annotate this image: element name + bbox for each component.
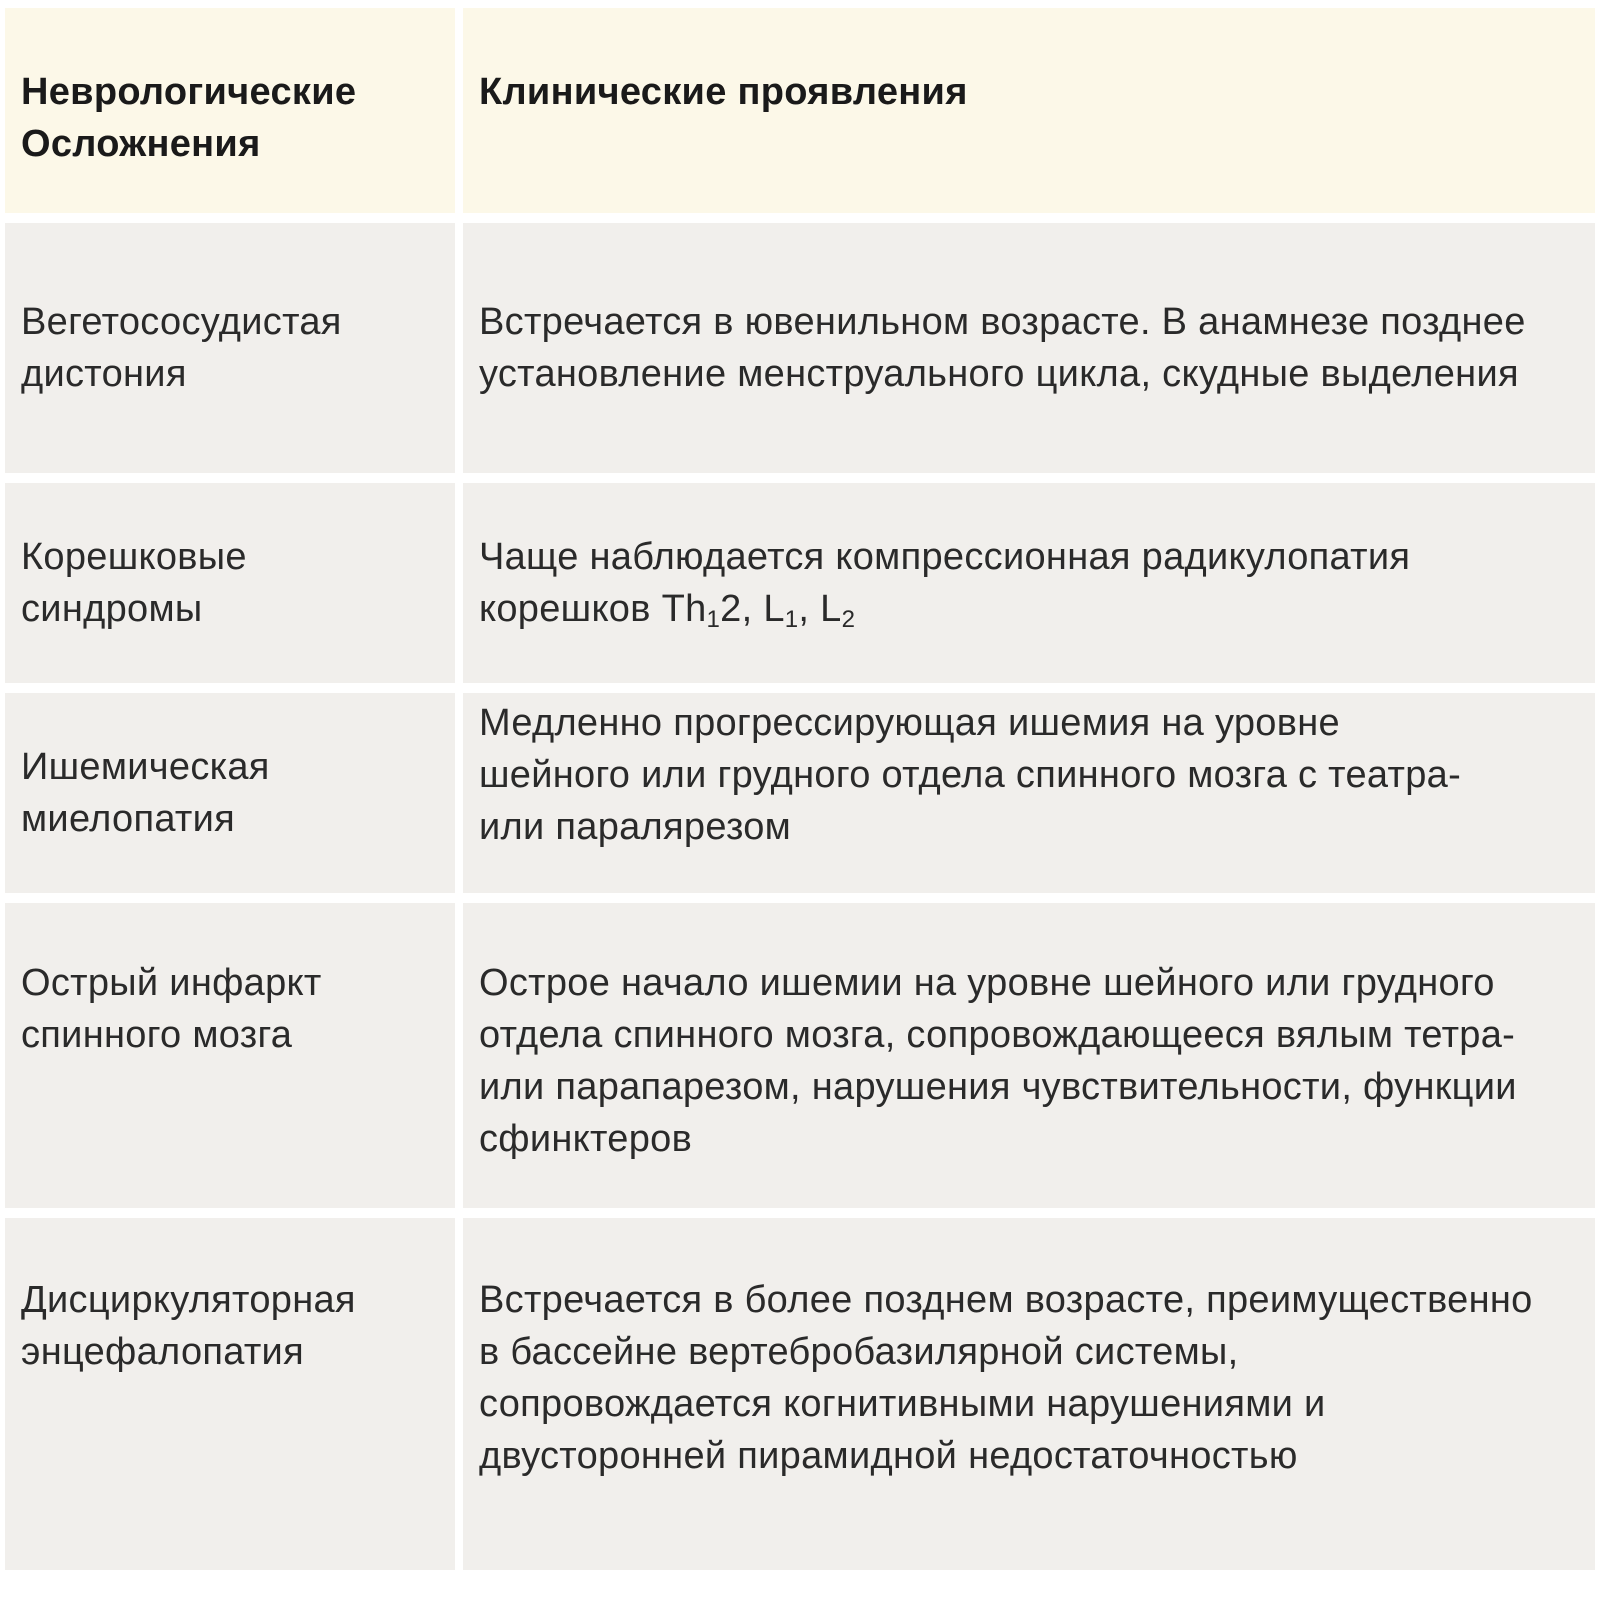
header-cell-manifestations (463, 8, 1595, 213)
row-2-subscript-3: 2 (841, 606, 856, 633)
header-cell-complications (5, 8, 455, 213)
row-5-manifestation: Встречается в более позднем возрасте, преимущественно в бассейне вертебробазилярной системы, сопровождается когнитивными нарушениями и двусторонней пирамидной недостаточностью (479, 1279, 1533, 1477)
row-4-complication: Острый инфаркт спинного мозга (21, 962, 322, 1056)
row-3-complication-cell (5, 693, 455, 893)
row-3-manifestation-cell (463, 693, 1595, 893)
row-2-subscript-2: 1 (784, 606, 799, 633)
row-1-manifestation: Встречается в ювенильном возрасте. В анамнезе позднее установление менструального цикла, скудные выделения (479, 301, 1526, 395)
row-2-complication: Корешковые синдромы (21, 536, 247, 630)
row-1-complication: Вегетососудистая дистония (21, 301, 342, 395)
header-complications-label: Неврологические Осложнения (21, 71, 357, 165)
row-4-manifestation-cell (463, 903, 1595, 1208)
row-2-manifestation-mid-2: , L (798, 588, 842, 630)
row-4-complication-cell (5, 903, 455, 1208)
row-2-manifestation-text: Чаще наблюдается компрессионная радикулопатия корешков Th (479, 536, 1411, 630)
row-3-manifestation: Медленно прогрессирующая ишемия на уровне шейного или грудного отдела спинного мозга с театра- или паралярезом (479, 702, 1462, 848)
row-4-manifestation: Острое начало ишемии на уровне шейного или грудного отдела спинного мозга, сопровождающееся вялым тетра- или парапарезом, нарушения чувствительности, функции сфинктеров (479, 962, 1517, 1160)
row-2-manifestation-cell (463, 483, 1595, 683)
row-2-complication-cell (5, 483, 455, 683)
row-3-complication: Ишемическая миелопатия (21, 746, 270, 840)
header-manifestations-label: Клинические проявления (479, 71, 968, 113)
row-1-manifestation-cell (463, 223, 1595, 473)
row-2-subscript-1: 1 (706, 606, 721, 633)
row-5-complication-cell (5, 1218, 455, 1570)
row-5-manifestation-cell (463, 1218, 1595, 1570)
row-2-manifestation (479, 531, 1579, 635)
complications-table (5, 8, 1595, 1570)
row-2-manifestation-mid-1: 2, L (720, 588, 785, 630)
row-5-complication: Дисциркуляторная энцефалопатия (21, 1279, 356, 1373)
row-1-complication-cell (5, 223, 455, 473)
